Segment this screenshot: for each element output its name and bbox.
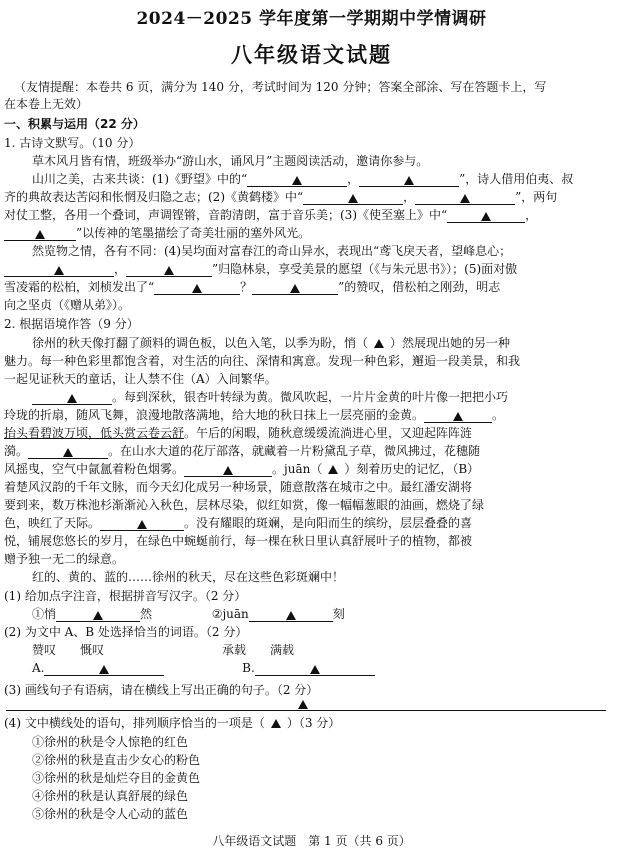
subq-3: (3) 画线句子有语病，请在横线上写出正确的句子。（2 分） bbox=[4, 683, 319, 697]
answer-blank[interactable] bbox=[249, 608, 333, 622]
triangle-icon bbox=[137, 520, 147, 529]
triangle-icon bbox=[374, 339, 384, 348]
exam-header: 2024－2025 学年度第一学期期中学情调研 bbox=[136, 9, 487, 29]
answer-blank[interactable] bbox=[247, 173, 347, 187]
q1-line: 向之坚贞（《赠从弟》）。 bbox=[4, 298, 131, 312]
passage-line: 漪。 。在山水大道的花厅部落，就藏着一片粉黛乱子草，微风拂过，花穗随 bbox=[4, 444, 481, 458]
triangle-icon bbox=[99, 665, 109, 674]
option-4: ④徐州的秋是认真舒展的绿色 bbox=[32, 789, 189, 803]
answer-blank[interactable] bbox=[359, 173, 459, 187]
notice-line-1: （友情提醒：本卷共 6 页，满分为 140 分，考试时间为 120 分钟；答案全部涂、写在答题卡上，写 bbox=[14, 80, 547, 94]
q1-line: 雪凌霜的松柏，刘桢发出了“ ？ ”的赞叹，借松柏之刚劲，明志 bbox=[4, 280, 501, 294]
underlined-sentence: 抬头看碧波万顷，低头赏云卷云舒 bbox=[4, 426, 185, 440]
answer-blank[interactable] bbox=[447, 209, 525, 223]
q1-title: 1. 古诗文默写。（10 分） bbox=[4, 136, 141, 150]
passage-line: 要到来，数万株池杉渐渐沁入秋色，层林尽染，似红如赏，像一幅幅葱眼的油画，燃烧了绿 bbox=[4, 498, 485, 512]
triangle-icon bbox=[290, 284, 300, 293]
q1-line: 对仗工整，各用一个叠词，声调铿锵，音韵清朗，富于音乐美；(3)《使至塞上》中“ ， bbox=[4, 208, 538, 222]
answer-blank[interactable] bbox=[28, 445, 108, 459]
section-heading: 一、积累与运用（22 分） bbox=[4, 117, 145, 131]
triangle-icon bbox=[67, 394, 77, 403]
answer-blank[interactable] bbox=[255, 662, 375, 676]
triangle-icon bbox=[296, 697, 310, 712]
triangle-icon bbox=[404, 176, 414, 185]
triangle-icon bbox=[292, 176, 302, 185]
triangle-icon bbox=[348, 194, 358, 203]
subq-1-answers: ①悄 然 ②juān 刻 bbox=[32, 607, 345, 621]
passage-line: 色，映红了天际。 。没有耀眼的斑斓，是向阳而生的缤纷，层层叠叠的喜 bbox=[4, 516, 473, 530]
subq-4: (4) 文中横线处的语句，排列顺序恰当的一项是（ ）（3 分） bbox=[4, 716, 341, 730]
answer-blank[interactable] bbox=[184, 463, 272, 477]
subq-1: (1) 给加点字注音，根据拼音写汉字。（2 分） bbox=[4, 589, 247, 603]
triangle-icon bbox=[54, 266, 64, 275]
subq-2: (2) 为文中 A、B 处选择恰当的词语。（2 分） bbox=[4, 625, 248, 639]
q1-line: ， ”归隐林泉，享受美景的愿望（《与朱元思书》）；(5)面对傲 bbox=[4, 262, 517, 277]
triangle-icon bbox=[164, 266, 174, 275]
answer-blank[interactable] bbox=[424, 409, 492, 423]
answer-blank[interactable] bbox=[252, 281, 338, 295]
answer-blank[interactable] bbox=[415, 191, 515, 205]
passage-line: 红的、黄的、蓝的……徐州的秋天，尽在这些色彩斑斓中！ bbox=[32, 570, 345, 584]
passage-line: 徐州的秋天像打翻了颜料的调色板，以色入笔，以季为盼，悄（ ）然展现出她的另一种 bbox=[32, 336, 511, 350]
q2-title: 2. 根据语境作答（9 分） bbox=[4, 317, 139, 331]
triangle-icon bbox=[453, 412, 463, 421]
option-2: ②徐州的秋是直击少女心的粉色 bbox=[32, 753, 201, 767]
passage-line: 一起见证秋天的童话，让人禁不住（A）入间繁华。 bbox=[4, 372, 277, 386]
answer-blank[interactable] bbox=[303, 191, 403, 205]
q1-para: 然览物之情，各有不同：(4)吴均面对富春江的奇山异水，表现出“鸢飞戾天者，望峰息心； bbox=[32, 244, 512, 258]
answer-blank[interactable] bbox=[126, 263, 212, 277]
triangle-icon bbox=[192, 284, 202, 293]
passage-line: 赠予独一无二的绿意。 bbox=[4, 552, 125, 566]
answer-blank[interactable] bbox=[4, 227, 76, 241]
triangle-icon bbox=[93, 611, 103, 620]
answer-blank[interactable] bbox=[32, 391, 112, 405]
word-choices: 赞叹 慨叹 承载 满载 bbox=[32, 643, 295, 657]
answer-blank[interactable] bbox=[154, 281, 240, 295]
q1-line: ”以传神的笔墨描绘了奇美壮丽的塞外风光。 bbox=[4, 226, 310, 241]
passage-line: 风摇曳，空气中氤氲着粉色烟雾。 。juān（ ）刻着历史的记忆，（B） bbox=[4, 462, 480, 476]
passage-line: 魅力。每一种色彩里都饱含着，对生活的向往、深情和寓意。发现一种色彩，邂逅一段美景，和我 bbox=[4, 354, 521, 368]
passage-line: 。每到深秋，银杏叶转绿为黄。微风吹起，一片片金黄的叶片像一把把小巧 bbox=[32, 390, 508, 405]
option-3: ③徐州的秋是灿烂夺目的金黄色 bbox=[32, 771, 201, 785]
page-footer: 八年级语文试题 第 1 页（共 6 页） bbox=[212, 834, 411, 848]
answer-blank[interactable] bbox=[100, 517, 184, 531]
option-5: ⑤徐州的秋是令人心动的蓝色 bbox=[32, 807, 189, 821]
passage-line: 悦，铺展您悠长的岁月，在绿色中蜿蜒前行，每一棵在秋日里认真舒展叶子的植物，都被 bbox=[4, 534, 473, 548]
answer-blank[interactable] bbox=[4, 263, 114, 277]
triangle-icon bbox=[35, 230, 45, 239]
q1-line: 齐的典故表达苦闷和怅惘及归隐之志；(2)《黄鹤楼》中“ ， ”，两句 bbox=[4, 190, 558, 204]
triangle-icon bbox=[63, 448, 73, 457]
notice-line-2: 在本卷上无效） bbox=[4, 97, 89, 111]
passage-line: 玲珑的折扇，随风飞舞，浪漫地散落满地，给大地的秋日抹上一层亮丽的金黄。 。 bbox=[4, 408, 505, 422]
q1-line: 山川之美，古来共谈：(1)《野望》中的“ ， ”，诗人借用伯夷、叔 bbox=[32, 172, 574, 186]
option-1: ①徐州的秋是令人惊艳的红色 bbox=[32, 735, 189, 749]
triangle-icon bbox=[223, 466, 233, 475]
passage-line: 抬头看碧波万顷，低头赏云卷云舒。午后的闲暇，随秋意缓缓流淌进心里，又迎起阵阵涟 bbox=[4, 426, 473, 440]
triangle-icon bbox=[310, 665, 320, 674]
q1-para: 草木风月皆有情，班级举办“游山水，诵风月”主题阅读活动，邀请你参与。 bbox=[32, 154, 429, 168]
triangle-icon bbox=[286, 611, 296, 620]
triangle-icon bbox=[271, 719, 281, 728]
exam-title: 八年级语文试题 bbox=[231, 42, 392, 67]
passage-line: 着楚风汉韵的千年文脉，而今天幻化成另一种场景，随意散落在城市之中。最红潘安湖将 bbox=[4, 480, 473, 494]
triangle-icon bbox=[481, 212, 491, 221]
answer-blank[interactable] bbox=[56, 608, 140, 622]
triangle-icon bbox=[460, 194, 470, 203]
subq-2-answers: A. B. bbox=[32, 661, 375, 676]
triangle-icon bbox=[328, 465, 338, 474]
answer-blank[interactable] bbox=[44, 662, 164, 676]
